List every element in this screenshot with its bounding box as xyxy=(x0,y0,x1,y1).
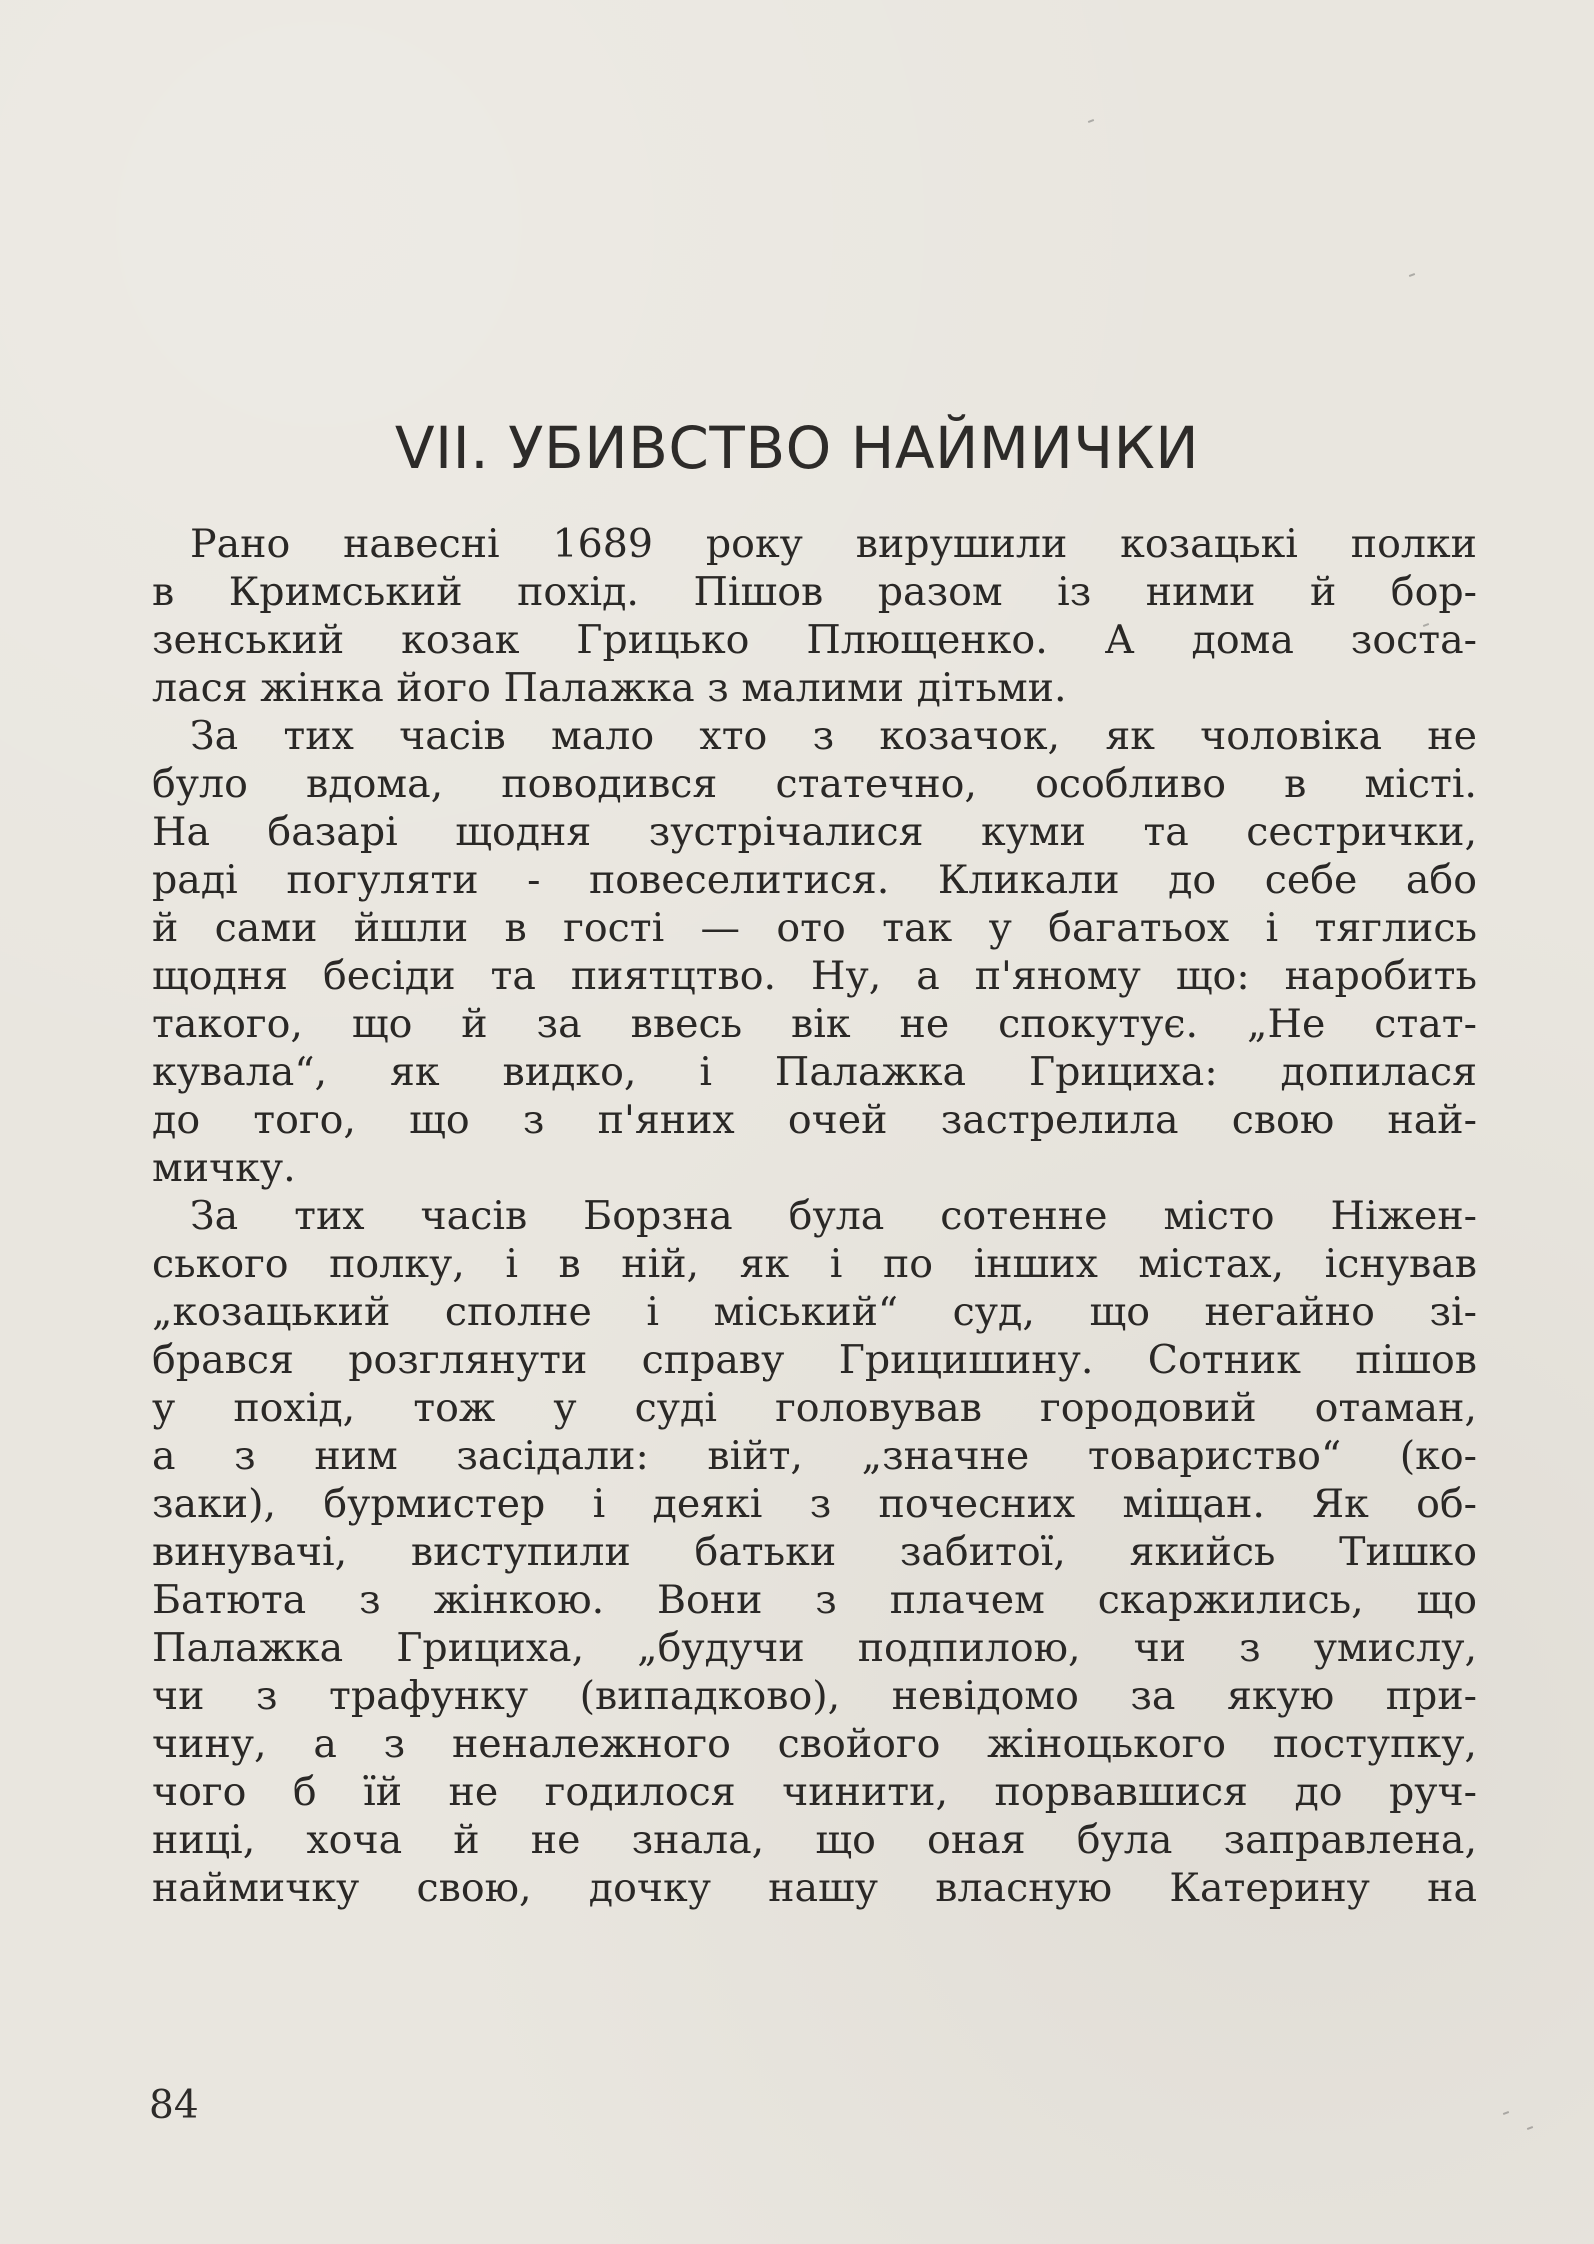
paper-speck xyxy=(1409,273,1415,277)
text-line: За тих часів Борзна була сотенне місто Ніжен- xyxy=(190,1193,1477,1239)
text-line: було вдома, поводився статечно, особливо в місті. xyxy=(152,761,1477,807)
text-line: чину, а з неналежного свойого жіноцького поступку, xyxy=(152,1721,1477,1767)
text-line: ниці, хоча й не знала, що оная була заправлена, xyxy=(152,1817,1477,1863)
text-line: За тих часів мало хто з козачок, як чоловіка не xyxy=(190,713,1477,759)
page-number: 84 xyxy=(149,2083,199,2128)
text-line: до того, що з п'яних очей застрелила свою най- xyxy=(152,1097,1477,1143)
text-line: чи з трафунку (випадково), невідомо за якую при- xyxy=(152,1673,1477,1719)
text-line: мичку. xyxy=(152,1145,296,1191)
text-line: заки), бурмистер і деякі з почесних міщан. Як об- xyxy=(152,1481,1477,1527)
text-line: Батюта з жінкою. Вони з плачем скаржились, що xyxy=(152,1577,1477,1623)
text-line: „козацький сполне і міський“ суд, що негайно зі- xyxy=(152,1289,1477,1335)
text-line: На базарі щодня зустрічалися куми та сестрички, xyxy=(152,809,1477,855)
text-line: Палажка Грициха, „будучи подпилою, чи з умислу, xyxy=(152,1625,1477,1671)
text-line: Рано навесні 1689 року вирушили козацькі полки xyxy=(190,521,1477,567)
body-text xyxy=(152,520,1477,1912)
text-line: раді погуляти - повеселитися. Кликали до себе або xyxy=(152,857,1477,903)
chapter-title: VII. УБИВСТВО НАЙМИЧКИ xyxy=(394,414,1200,482)
text-line: лася жінка його Палажка з малими дітьми. xyxy=(152,665,1067,711)
text-line: ського полку, і в ній, як і по інших містах, існував xyxy=(152,1241,1477,1287)
text-line: у похід, тож у суді головував городовий отаман, xyxy=(152,1385,1477,1431)
text-line: чого б їй не годилося чинити, порвавшися до руч- xyxy=(152,1769,1477,1815)
text-line: такого, що й за ввесь вік не спокутує. „Не стат- xyxy=(152,1001,1477,1047)
text-line: зенський козак Грицько Плющенко. А дома зоста- xyxy=(152,617,1477,663)
paper-speck xyxy=(1527,2126,1533,2130)
text-line: а з ним засідали: війт, „значне товариство“ (ко- xyxy=(152,1433,1477,1479)
text-line: наймичку свою, дочку нашу власную Катерину на xyxy=(152,1865,1477,1911)
text-line: брався розглянути справу Грицишину. Сотник пішов xyxy=(152,1337,1477,1383)
text-line: в Кримський похід. Пішов разом із ними й бор- xyxy=(152,569,1477,615)
text-line: кувала“, як видко, і Палажка Грициха: допилася xyxy=(152,1049,1477,1095)
text-line: винувачі, виступили батьки забитої, якийсь Тишко xyxy=(152,1529,1477,1575)
paper-speck xyxy=(1088,119,1094,123)
text-line: й сами йшли в гості — ото так у багатьох і тяглись xyxy=(152,905,1477,951)
paper-speck xyxy=(1503,2111,1509,2115)
text-line: щодня бесіди та пиятцтво. Ну, а п'яному що: наробить xyxy=(152,953,1477,999)
